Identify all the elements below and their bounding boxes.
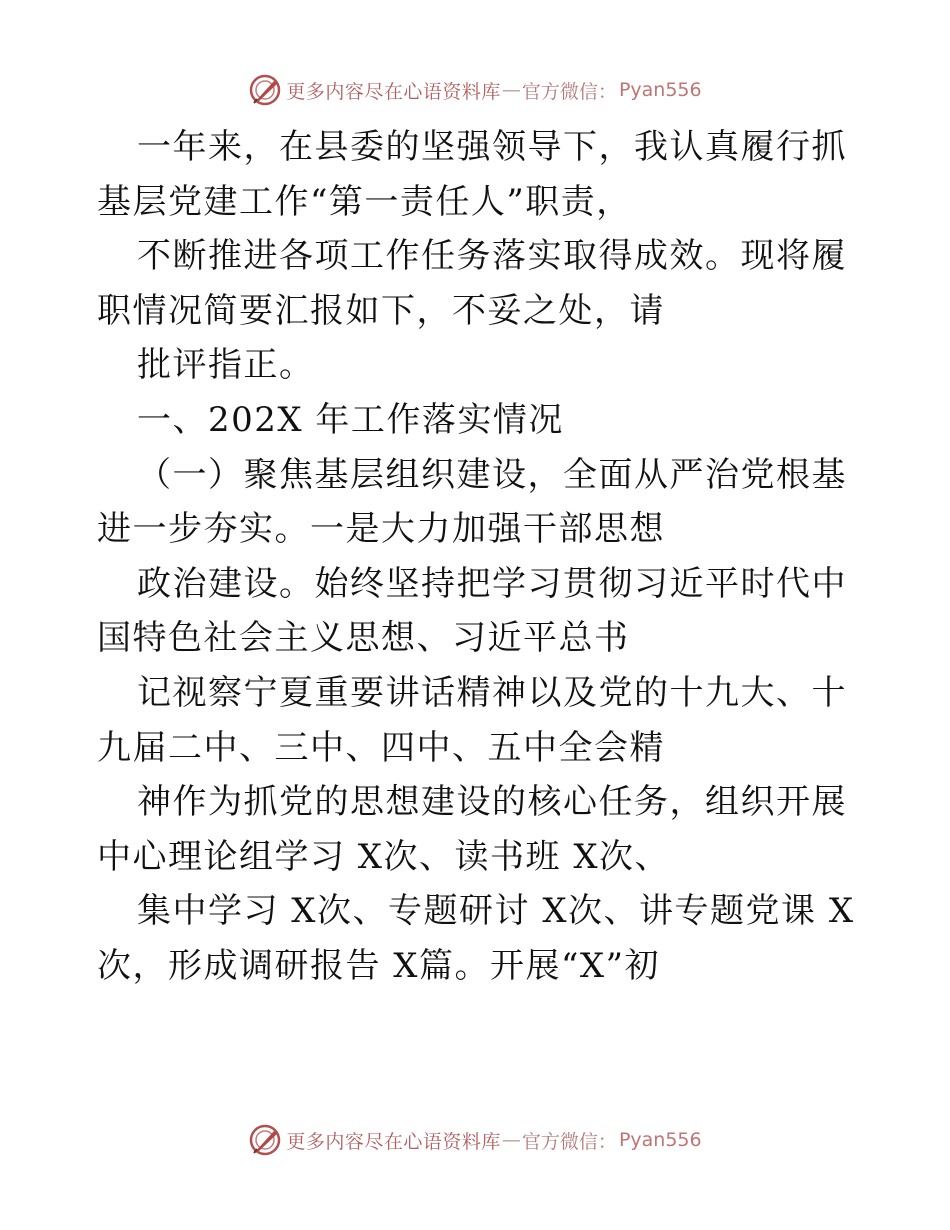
- paragraph: 批评指正。: [137, 345, 315, 386]
- watermark-account: Pyan556: [618, 79, 702, 101]
- watermark-suffix: 官方微信：: [521, 80, 617, 103]
- footer-watermark: [0, 1120, 950, 1160]
- paragraph: 集中学习 X次、专题研讨 X次、讲专题党课 X次，形成调研报告 X篇。开展“X”初: [97, 891, 855, 986]
- paragraph: 一年来，在县委的坚强领导下，我认真履行抓基层党建工作“第一责任人”职责，: [97, 127, 847, 222]
- watermark-suffix: 官方微信：: [521, 1130, 617, 1153]
- watermark-dash: —: [501, 79, 521, 101]
- paragraph: （一）聚焦基层组织建设，全面从严治党根基进一步夯实。一是大力加强干部思想: [97, 454, 847, 550]
- watermark-account: Pyan556: [618, 1129, 702, 1151]
- quill-logo-icon: [248, 73, 282, 107]
- paragraph: 神作为抓党的思想建设的核心任务，组织开展中心理论组学习 X次、读书班 X次、: [97, 782, 847, 877]
- quill-logo-icon: [248, 1123, 282, 1157]
- header-watermark: [0, 70, 950, 110]
- section-heading: 一、202X 年工作落实情况: [137, 399, 564, 440]
- watermark-prefix: 更多内容尽在心语资料库: [286, 1130, 501, 1153]
- document-body: [97, 120, 857, 994]
- paragraph: 记视察宁夏重要讲话精神以及党的十九大、十九届二中、三中、四中、五中全会精: [97, 672, 847, 768]
- watermark-prefix: 更多内容尽在心语资料库: [286, 80, 501, 103]
- paragraph: 不断推进各项工作任务落实取得成效。现将履职情况简要汇报如下，不妥之处，请: [97, 236, 847, 331]
- watermark-dash: —: [501, 1129, 521, 1151]
- paragraph: 政治建设。始终坚持把学习贯彻习近平时代中国特色社会主义思想、习近平总书: [97, 563, 847, 659]
